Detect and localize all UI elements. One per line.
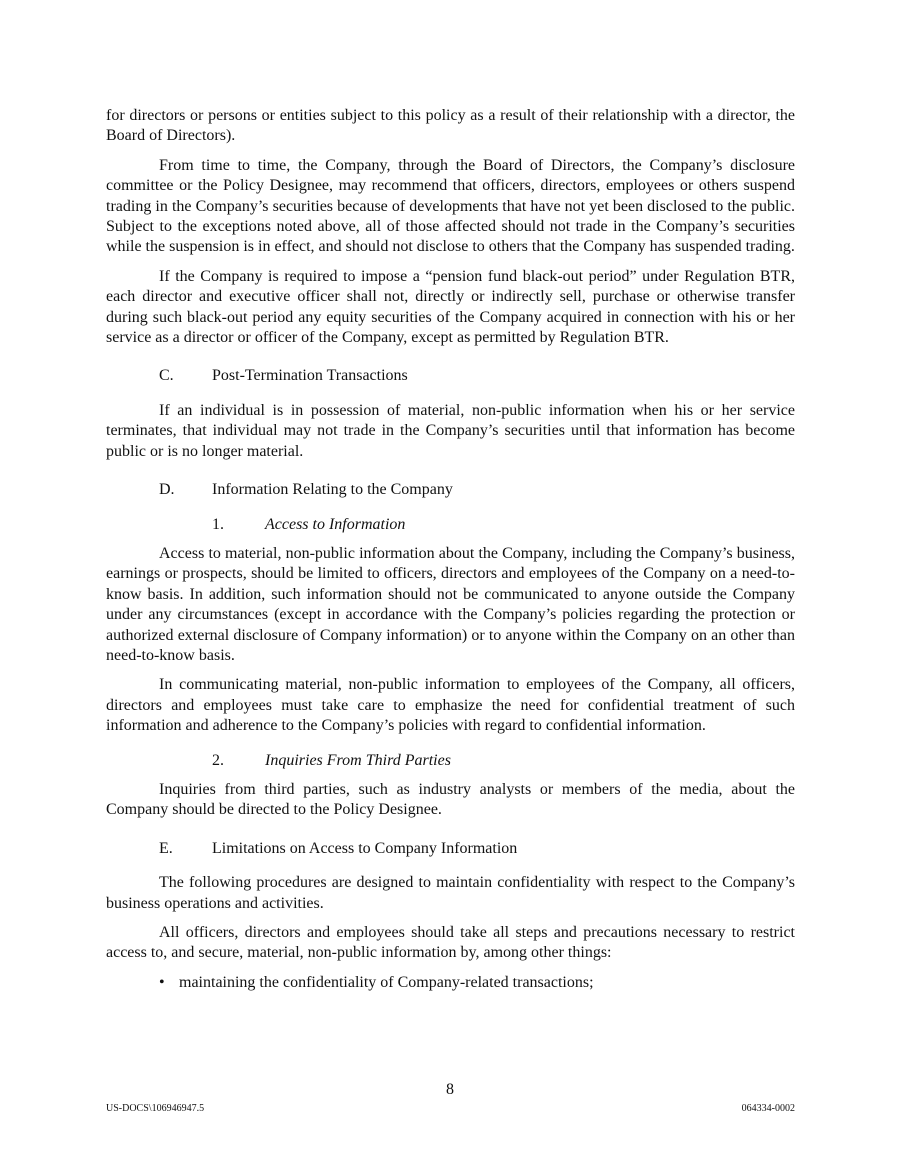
section-heading-e (106, 839, 795, 859)
paragraph: The following procedures are designed to maintain confidentiality with respect to the Company’s business operations and activities. (106, 874, 795, 912)
paragraph: If the Company is required to impose a “pension fund black-out period” under Regulation BTR, each director and executive officer shall not, directly or indirectly sell, purchase or otherwise transfer during such black-out period any equity securities of the Company acquired in connection with his or her service as a director or officer of the Company, except as permitted by Regulation BTR. (106, 267, 795, 347)
bullet-list (106, 973, 795, 993)
subsection-heading-d1 (106, 515, 795, 535)
list-item-text: maintaining the confidentiality of Company-related transactions; (179, 973, 594, 991)
paragraph: From time to time, the Company, through the Board of Directors, the Company’s disclosure committee or the Policy Designee, may recommend that officers, directors, employees or others suspend trading in the Company’s securities because of developments that have not yet been disclosed to the public. Subject to the exceptions noted above, all of those affected should not trade in the Company’s securities while the suspension is in effect, and should not disclose to others that the Company has suspended trading. (106, 156, 795, 256)
section-heading-d (106, 480, 795, 500)
section-number: C. (159, 367, 174, 385)
subsection-heading-d2 (106, 751, 795, 771)
paragraph: If an individual is in possession of material, non-public information when his or her service terminates, that individual may not trade in the Company’s securities until that information has become public or is no longer material. (106, 401, 795, 460)
section-title: Post-Termination Transactions (212, 367, 408, 385)
paragraph: Inquiries from third parties, such as industry analysts or members of the media, about the Company should be directed to the Policy Designee. (106, 780, 795, 819)
section-title: Limitations on Access to Company Information (212, 839, 518, 857)
section-number: E. (159, 839, 173, 857)
subsection-number: 1. (212, 515, 224, 533)
document-id: US-DOCS\106946947.5 (106, 1103, 205, 1114)
section-title: Information Relating to the Company (212, 481, 453, 499)
section-number: D. (159, 481, 175, 499)
document-body (106, 106, 795, 993)
paragraph: for directors or persons or entities subject to this policy as a result of their relationship with a director, the Board of Directors). (106, 107, 795, 145)
list-item (106, 973, 795, 993)
matter-number: 064334-0002 (741, 1103, 795, 1114)
paragraph: In communicating material, non-public information to employees of the Company, all officers, directors and employees must take care to emphasize the need for confidential treatment of such information and adherence to the Company’s policies with regard to confidential information. (106, 676, 795, 735)
subsection-title: Inquiries From Third Parties (265, 751, 451, 769)
subsection-title: Access to Information (265, 515, 406, 533)
paragraph: Access to material, non-public information about the Company, including the Company’s business, earnings or prospects, should be limited to officers, directors and employees of the Company on a need-to-know basis. In addition, such information should not be communicated to anyone outside the Company under any circumstances (except in accordance with the Company’s policies regarding the protection or authorized external disclosure of Company information) or to anyone within the Company on an other than need-to-know basis. (106, 544, 795, 664)
paragraph: All officers, directors and employees should take all steps and precautions necessary to restrict access to, and secure, material, non-public information by, among other things: (106, 924, 795, 962)
page-number: 8 (446, 1081, 454, 1098)
subsection-number: 2. (212, 751, 224, 769)
bullet-icon: • (159, 973, 165, 991)
section-heading-c (106, 366, 795, 386)
